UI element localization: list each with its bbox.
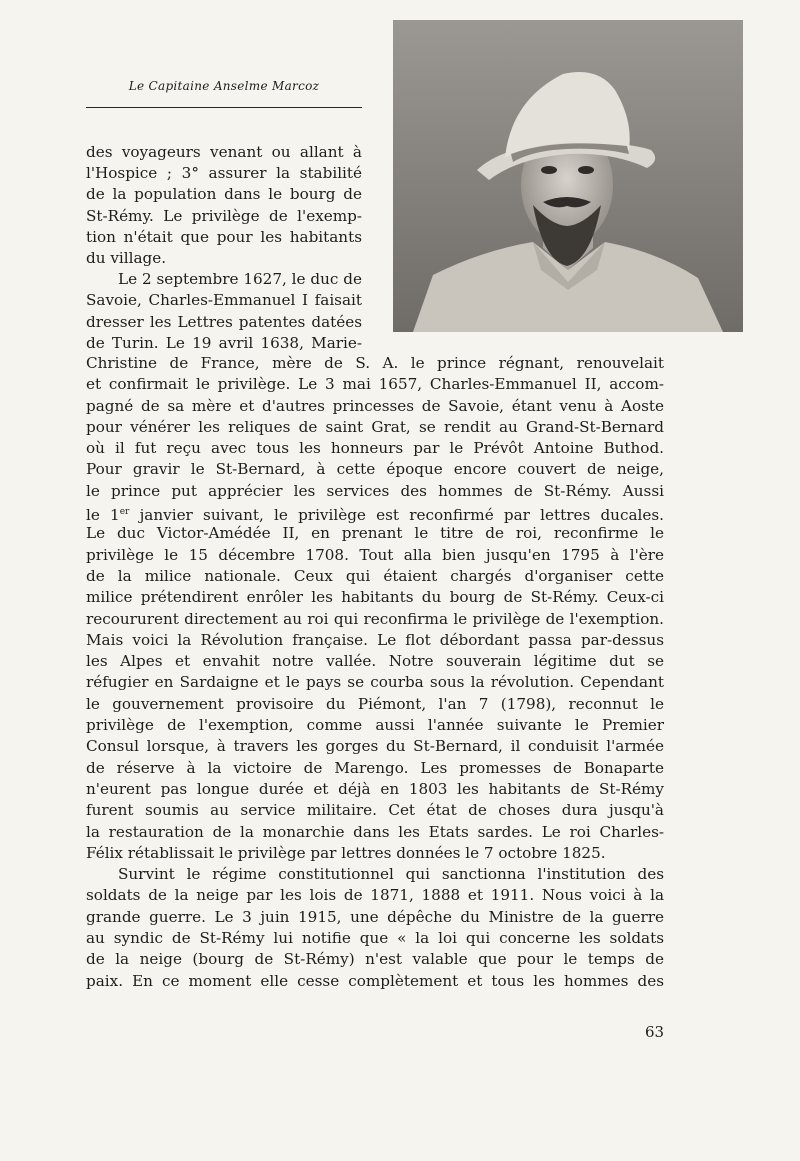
body-line: n'eurent pas longue durée et déjà en 1803 les habitants de St-Rémy: [86, 779, 664, 798]
header-rule: [86, 107, 362, 108]
body-line: réfugier en Sardaigne et le pays se courba sous la révolution. Cependant: [86, 673, 664, 692]
body-line: de la neige (bourg de St-Rémy) n'est valable que pour le temps de: [86, 950, 664, 969]
body-line: Survint le régime constitutionnel qui sanctionna l'institution des: [118, 865, 664, 884]
body-line: de la milice nationale. Ceux qui étaient chargés d'organiser cette: [86, 566, 664, 585]
column-line: de Turin. Le 19 avril 1638, Marie-: [86, 333, 362, 352]
column-line: St-Rémy. Le privilège de l'exemp-: [86, 206, 362, 225]
portrait-photo: [393, 20, 743, 332]
body-line: de réserve à la victoire de Marengo. Les promesses de Bonaparte: [86, 758, 664, 777]
body-line: le gouvernement provisoire du Piémont, l'an 7 (1798), reconnut le: [86, 694, 664, 713]
body-line: la restauration de la monarchie dans les Etats sardes. Le roi Charles-: [86, 822, 664, 841]
body-line: recoururent directement au roi qui reconfirma le privilège de l'exemption.: [86, 609, 664, 628]
column-line: tion n'était que pour les habitants: [86, 227, 362, 246]
body-line: où il fut reçu avec tous les honneurs par le Prévôt Antoine Buthod.: [86, 439, 664, 458]
portrait-photo-icon: [393, 20, 743, 332]
column-line: du village.: [86, 248, 167, 267]
narrow-column: [86, 142, 362, 354]
page-number: 63: [645, 1023, 665, 1041]
body-line: grande guerre. Le 3 juin 1915, une dépêche du Ministre de la guerre: [86, 907, 664, 926]
body-line: Félix rétablissait le privilège par lettres données le 7 octobre 1825.: [86, 843, 606, 862]
body-line-part: janvier suivant, le privilège est reconfirmé par lettres ducales.: [129, 506, 664, 525]
body-line: Pour gravir le St-Bernard, à cette époque encore couvert de neige,: [86, 460, 664, 479]
body-line: et confirmait le privilège. Le 3 mai 1657, Charles-Emmanuel II, accom-: [86, 375, 664, 394]
body-line: le prince put apprécier les services des hommes de St-Rémy. Aussi: [86, 481, 664, 500]
ordinal-superscript: er: [119, 507, 130, 518]
body-line: pagné de sa mère et d'autres princesses de Savoie, étant venu à Aoste: [86, 396, 664, 415]
body-line: pour vénérer les reliques de saint Grat, se rendit au Grand-St-Bernard: [86, 417, 664, 436]
column-line: l'Hospice ; 3° assurer la stabilité: [86, 164, 362, 183]
body-line-superscript: [86, 502, 664, 523]
body-line: Mais voici la Révolution française. Le flot débordant passa par-dessus: [86, 630, 664, 649]
column-line: Savoie, Charles-Emmanuel I faisait: [86, 291, 362, 310]
column-line: Le 2 septembre 1627, le duc de: [118, 270, 362, 289]
body-line: les Alpes et envahit notre vallée. Notre souverain légitime dut se: [86, 652, 664, 671]
body-line: au syndic de St-Rémy lui notifie que « la loi qui concerne les soldats: [86, 929, 664, 948]
body-line: privilège le 15 décembre 1708. Tout alla bien jusqu'en 1795 à l'ère: [86, 545, 664, 564]
body-line: Consul lorsque, à travers les gorges du St-Bernard, il conduisit l'armée: [86, 737, 664, 756]
body-line: Le duc Victor-Amédée II, en prenant le titre de roi, reconfirme le: [86, 524, 664, 543]
body-line: Christine de France, mère de S. A. le prince régnant, renouvelait: [86, 354, 664, 372]
body-line: soldats de la neige par les lois de 1871, 1888 et 1911. Nous voici à la: [86, 886, 664, 905]
running-header: Le Capitaine Anselme Marcoz: [128, 79, 320, 93]
column-line: de la population dans le bourg de: [86, 185, 362, 204]
body-line: privilège de l'exemption, comme aussi l'année suivante le Premier: [86, 716, 664, 735]
body-line: milice prétendirent enrôler les habitants du bourg de St-Rémy. Ceux-ci: [86, 588, 664, 607]
body-line: paix. En ce moment elle cesse complètement et tous les hommes des: [86, 971, 664, 990]
body-text: [86, 353, 664, 992]
column-line: des voyageurs venant ou allant à: [86, 143, 362, 161]
body-line: furent soumis au service militaire. Cet état de choses dura jusqu'à: [86, 801, 664, 820]
body-line-part: le 1: [86, 506, 120, 525]
column-line: dresser les Lettres patentes datées: [86, 312, 362, 331]
